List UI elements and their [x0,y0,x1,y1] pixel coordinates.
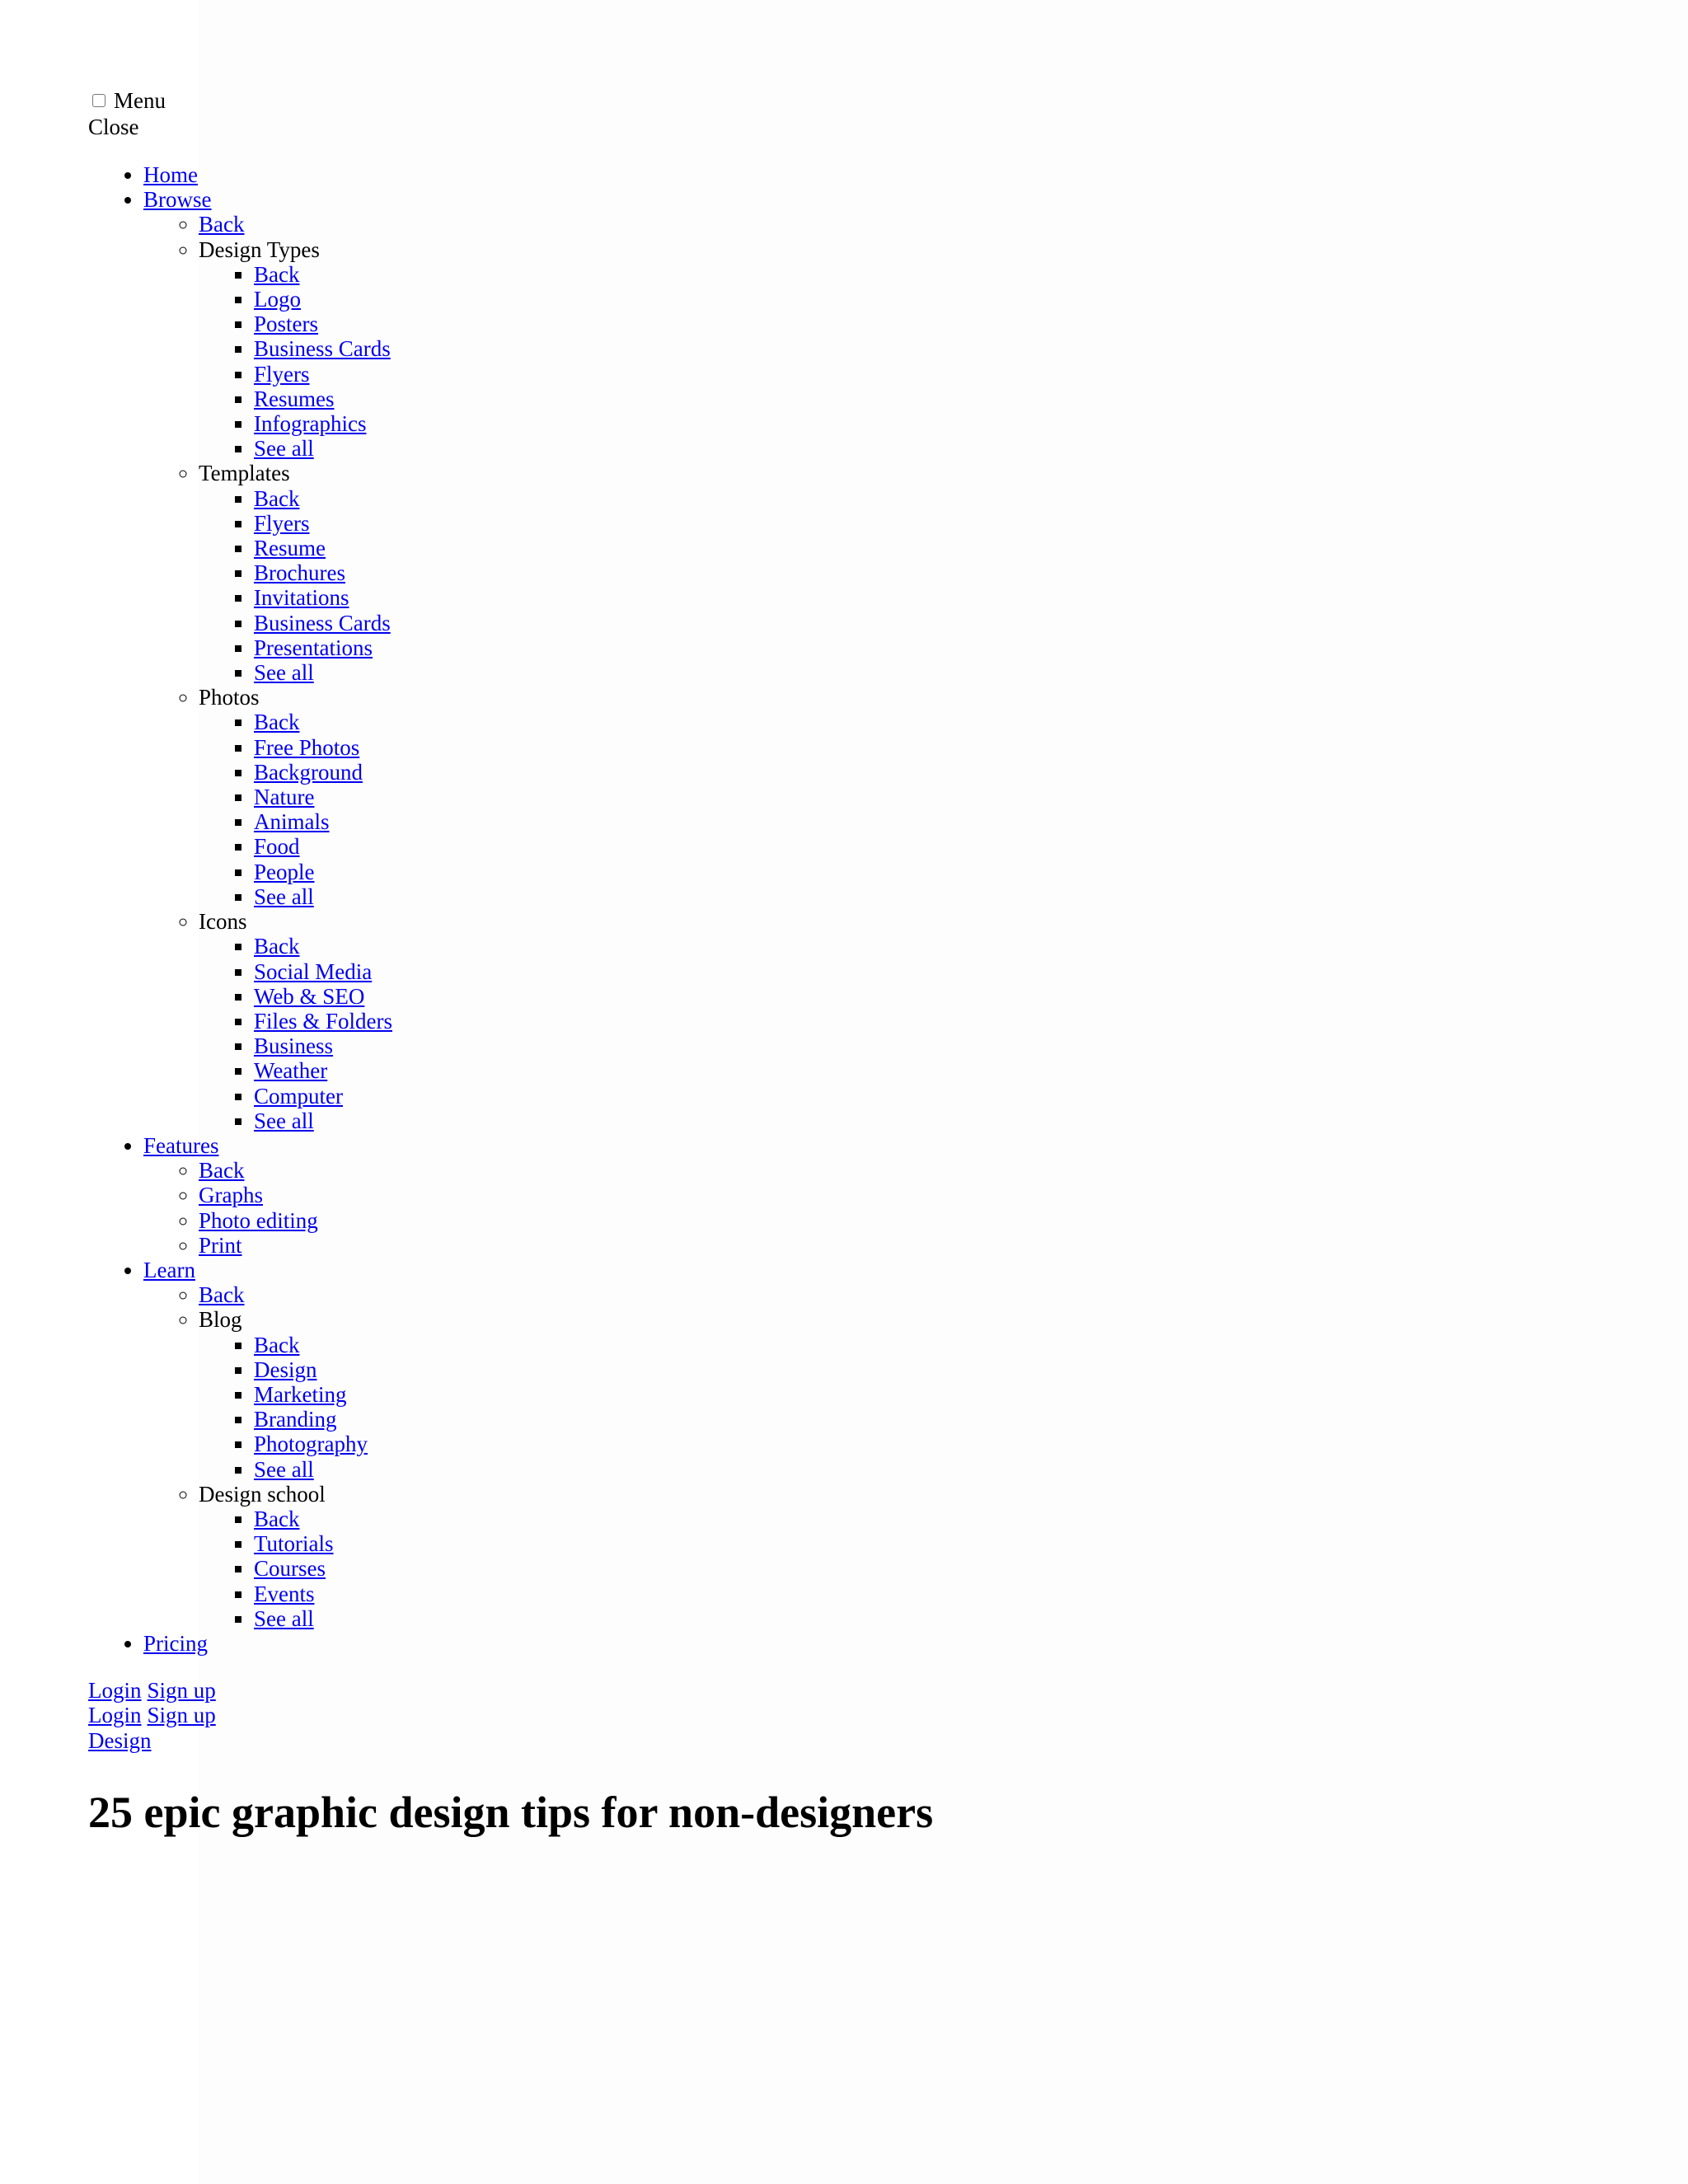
features-link-photo-editing[interactable]: Photo editing [199,1207,318,1233]
signup-link[interactable]: Sign up [147,1678,216,1704]
features-link-print[interactable]: Print [199,1232,242,1258]
close-label[interactable]: Close [88,115,139,139]
submenu-link-item [254,959,1688,984]
submenu-group-photos [199,685,1688,909]
submenu-link-item [254,486,1688,511]
nav-link-home[interactable]: Home [143,162,198,187]
submenu-link-item [254,1108,1688,1133]
design-types-list [199,262,1688,462]
submenu-link-item [254,362,1688,387]
design-types-link-resumes[interactable]: Resumes [254,386,335,411]
icons-link-social-media[interactable]: Social Media [254,958,373,984]
submenu-link-item [254,611,1688,635]
submenu-link-item [254,834,1688,859]
blog-link-branding[interactable]: Branding [254,1407,337,1432]
features-link-back[interactable]: Back [199,1158,245,1183]
templates-heading: Templates [199,461,290,486]
main-navigation [88,162,1688,1656]
submenu-link-item [254,262,1688,287]
submenu-group-templates [199,461,1688,685]
submenu-item [199,1233,1688,1258]
submenu-link-item [254,511,1688,536]
submenu-item [199,1208,1688,1233]
submenu-group-design-types [199,237,1688,462]
submenu-link-item [254,336,1688,361]
icons-list [199,934,1688,1133]
templates-link-business-cards[interactable]: Business Cards [254,610,391,635]
photos-heading: Photos [199,685,260,710]
design-types-link-flyers[interactable]: Flyers [254,361,310,387]
submenu-link-item [254,560,1688,585]
blog-list [199,1333,1688,1482]
submenu-link-item [254,387,1688,411]
submenu-link-item [254,1407,1688,1432]
article-title: 25 epic graphic design tips for non-designers [88,1787,934,1837]
breadcrumb-category-link[interactable]: Design [88,1727,152,1753]
submenu-group-blog [199,1307,1688,1481]
nav-item-browse [143,187,1688,1133]
submenu-link-item [254,710,1688,734]
learn-submenu [143,1282,1688,1631]
icons-link-back[interactable]: Back [254,934,300,959]
design-types-heading: Design Types [199,237,320,262]
features-submenu [143,1158,1688,1258]
submenu-link-item [254,760,1688,785]
submenu-link-item [254,860,1688,884]
learn-back-link[interactable]: Back [199,1282,245,1308]
templates-link-invitations[interactable]: Invitations [254,585,349,611]
submenu-link-item [254,1084,1688,1108]
submenu-link-item [254,635,1688,660]
photos-link-food[interactable]: Food [254,834,300,860]
nav-item-features [143,1133,1688,1258]
submenu-link-item [254,884,1688,909]
photos-list [199,710,1688,909]
design-school-heading: Design school [199,1481,326,1507]
design-school-link-back[interactable]: Back [254,1506,300,1531]
browse-submenu [143,212,1688,1133]
features-link-graphs[interactable]: Graphs [199,1183,263,1208]
submenu-link-item [254,1582,1688,1606]
submenu-link-item [254,1457,1688,1482]
design-school-link-see-all[interactable]: See all [254,1605,314,1631]
submenu-link-item [254,312,1688,336]
icons-link-see-all[interactable]: See all [254,1108,314,1133]
submenu-link-item [254,1507,1688,1531]
nav-item-pricing [143,1631,1688,1656]
icons-link-web-seo[interactable]: Web & SEO [254,983,365,1009]
auth-row-secondary [88,1703,1688,1727]
blog-link-marketing[interactable]: Marketing [254,1381,347,1407]
submenu-link-item [254,536,1688,560]
menu-toggle[interactable] [88,87,1688,114]
design-school-list [199,1507,1688,1631]
photos-link-see-all[interactable]: See all [254,883,314,909]
design-school-link-events[interactable]: Events [254,1581,315,1606]
submenu-link-item [254,411,1688,436]
templates-link-presentations[interactable]: Presentations [254,635,373,660]
design-types-link-infographics[interactable]: Infographics [254,411,367,437]
submenu-link-item [254,1009,1688,1033]
submenu-link-item [254,1531,1688,1556]
photos-link-background[interactable]: Background [254,759,363,785]
templates-link-see-all[interactable]: See all [254,660,314,686]
templates-link-brochures[interactable]: Brochures [254,560,345,586]
design-types-link-logo[interactable]: Logo [254,287,301,312]
blog-link-back[interactable]: Back [254,1332,300,1357]
submenu-link-item [254,1058,1688,1083]
templates-list [199,486,1688,686]
nav-link-pricing[interactable]: Pricing [143,1630,208,1656]
icons-link-files-folders[interactable]: Files & Folders [254,1008,393,1033]
design-types-link-business-cards[interactable]: Business Cards [254,336,391,362]
submenu-item [199,1282,1688,1307]
login-link-secondary[interactable]: Login [88,1703,142,1728]
menu-label: Menu [114,87,166,113]
login-link[interactable]: Login [88,1678,142,1704]
blog-link-design[interactable]: Design [254,1357,317,1382]
submenu-link-item [254,1606,1688,1631]
submenu-item [199,1158,1688,1183]
submenu-link-item [254,1432,1688,1456]
photos-link-back[interactable]: Back [254,710,300,735]
nav-link-learn[interactable]: Learn [143,1257,195,1282]
nav-item-home [143,162,1688,187]
icons-heading: Icons [199,909,247,935]
icons-link-weather[interactable]: Weather [254,1058,328,1084]
submenu-group-design-school [199,1482,1688,1631]
icons-link-computer[interactable]: Computer [254,1083,343,1108]
submenu-link-item [254,1357,1688,1382]
nav-item-learn [143,1258,1688,1631]
submenu-link-item [254,1333,1688,1357]
submenu-link-item [254,735,1688,760]
submenu-link-item [254,287,1688,312]
submenu-link-item [254,934,1688,958]
templates-link-resume[interactable]: Resume [254,536,326,561]
browse-back-link[interactable]: Back [199,212,245,237]
design-types-link-posters[interactable]: Posters [254,312,319,337]
templates-link-flyers[interactable]: Flyers [254,510,310,536]
blog-heading: Blog [199,1307,242,1333]
design-types-link-back[interactable]: Back [254,261,300,287]
submenu-link-item [254,436,1688,461]
submenu-link-item [254,785,1688,809]
menu-checkbox[interactable] [92,94,106,107]
submenu-item [199,212,1688,237]
photos-link-animals[interactable]: Animals [254,809,330,835]
auth-section [88,1678,1688,1753]
nav-link-browse[interactable]: Browse [143,187,212,213]
design-school-link-courses[interactable]: Courses [254,1556,326,1582]
submenu-group-icons [199,909,1688,1133]
signup-link-secondary[interactable]: Sign up [147,1703,216,1728]
blog-link-see-all[interactable]: See all [254,1456,314,1482]
breadcrumb [88,1728,1688,1753]
auth-row-primary [88,1678,1688,1703]
submenu-item [199,1183,1688,1207]
photos-link-people[interactable]: People [254,859,315,884]
submenu-link-item [254,585,1688,610]
nav-link-features[interactable]: Features [143,1132,219,1158]
submenu-link-item [254,660,1688,685]
templates-link-back[interactable]: Back [254,485,300,511]
photos-link-nature[interactable]: Nature [254,785,315,810]
submenu-link-item [254,809,1688,834]
submenu-link-item [254,1382,1688,1407]
design-types-link-see-all[interactable]: See all [254,436,314,462]
design-school-link-tutorials[interactable]: Tutorials [254,1531,334,1557]
submenu-link-item [254,1556,1688,1581]
blog-link-photography[interactable]: Photography [254,1432,368,1457]
icons-link-business[interactable]: Business [254,1033,334,1059]
photos-link-free-photos[interactable]: Free Photos [254,734,360,760]
submenu-link-item [254,984,1688,1009]
nav-list [88,162,1688,1656]
submenu-link-item [254,1033,1688,1058]
